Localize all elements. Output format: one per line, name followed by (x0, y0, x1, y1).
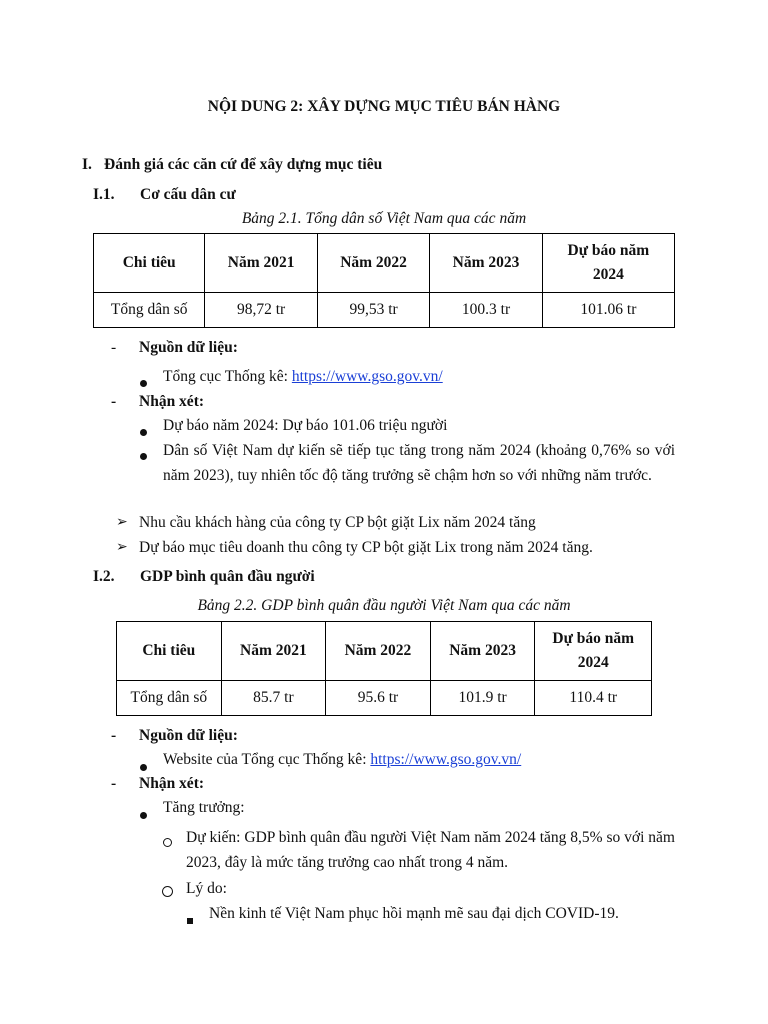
subsection-heading-1 (93, 186, 236, 204)
header-cell: Năm 2021 (221, 622, 326, 681)
gso-link[interactable]: https://www.gso.gov.vn/ (370, 751, 522, 768)
table-header-row (94, 234, 675, 293)
reason-label: Lý do: (186, 880, 227, 897)
dash-marker: - (111, 775, 117, 792)
header-cell: Năm 2023 (430, 234, 542, 293)
header-cell: Chi tiêu (117, 622, 222, 681)
bullet-icon (140, 374, 147, 392)
bullet-icon (140, 806, 147, 824)
subsection-heading-2 (93, 568, 315, 586)
growth-label: Tăng trưởng: (163, 799, 245, 816)
section-number: I. (82, 156, 92, 173)
header-cell: Dự báo năm 2024 (542, 234, 674, 293)
source-label: Nguồn dữ liệu: (139, 727, 238, 744)
section-heading (82, 156, 382, 174)
forecast-item: Dự kiến: GDP bình quân đầu người Việt Nam năm 2024 tăng 8,5% so với năm 2023, đây là mức tăng trưởng cao nhất trong 4 năm. (186, 829, 675, 871)
table-row (117, 681, 652, 716)
source-line (163, 751, 521, 769)
gdp-table (116, 621, 652, 716)
table-caption-2: Bảng 2.2. GDP bình quân đầu người Việt Nam qua các năm (197, 597, 571, 614)
bullet-icon (140, 447, 147, 465)
arrow-icon: ➢ (116, 515, 128, 530)
header-cell: Chi tiêu (94, 234, 205, 293)
table-cell: 98,72 tr (205, 293, 317, 328)
table-cell: 99,53 tr (317, 293, 429, 328)
table-row (94, 293, 675, 328)
subsection-number: I.1. (93, 186, 115, 203)
comment-item: Dự báo năm 2024: Dự báo 101.06 triệu người (163, 417, 448, 434)
gso-link[interactable]: https://www.gso.gov.vn/ (291, 368, 443, 385)
table-cell: Tổng dân số (94, 293, 205, 328)
circle-bullet-icon (163, 834, 172, 852)
table-cell: 100.3 tr (430, 293, 542, 328)
header-cell: Năm 2021 (205, 234, 317, 293)
table-header-row (117, 622, 652, 681)
table-cell: 85.7 tr (221, 681, 326, 716)
reason-item: Nền kinh tế Việt Nam phục hồi mạnh mẽ sau đại dịch COVID-19. (209, 905, 619, 922)
table-cell: 95.6 tr (326, 681, 431, 716)
subsection-label: Cơ cấu dân cư (140, 186, 236, 203)
section-label: Đánh giá các căn cứ để xây dựng mục tiêu (104, 156, 383, 173)
bullet-icon (140, 758, 147, 776)
table-cell: Tổng dân số (117, 681, 222, 716)
table-caption-1: Bảng 2.1. Tổng dân số Việt Nam qua các năm (241, 210, 527, 227)
source-text: Website của Tổng cục Thống kê: (163, 751, 371, 768)
subsection-label: GDP bình quân đầu người (140, 568, 315, 585)
conclusion-item: Nhu cầu khách hàng của công ty CP bột giặt Lix năm 2024 tăng (139, 514, 536, 531)
comment-item: Dân số Việt Nam dự kiến sẽ tiếp tục tăng trong năm 2024 (khoảng 0,76% so với năm 2023), tuy nhiên tốc độ tăng trưởng sẽ chậm hơn so với những năm trước. (163, 442, 675, 484)
comment-label: Nhận xét: (139, 775, 205, 792)
table-cell: 101.06 tr (542, 293, 674, 328)
square-bullet-icon (187, 911, 193, 929)
table-cell: 101.9 tr (430, 681, 535, 716)
arrow-icon: ➢ (116, 540, 128, 555)
table-cell: 110.4 tr (535, 681, 652, 716)
dash-marker: - (111, 727, 117, 744)
header-cell: Năm 2023 (430, 622, 535, 681)
dash-marker: - (111, 393, 117, 410)
circle-bullet-icon (162, 884, 173, 902)
source-label: Nguồn dữ liệu: (139, 339, 238, 356)
header-cell: Năm 2022 (326, 622, 431, 681)
source-text: Tổng cục Thống kê: (163, 368, 292, 385)
document-title: NỘI DUNG 2: XÂY DỰNG MỤC TIÊU BÁN HÀNG (207, 98, 561, 115)
subsection-number: I.2. (93, 568, 115, 585)
header-cell: Năm 2022 (317, 234, 429, 293)
comment-label: Nhận xét: (139, 393, 205, 410)
population-table (93, 233, 675, 328)
conclusion-item: Dự báo mục tiêu doanh thu công ty CP bột giặt Lix trong năm 2024 tăng. (139, 539, 593, 556)
dash-marker: - (111, 339, 117, 356)
bullet-icon (140, 423, 147, 441)
source-line (163, 368, 443, 386)
header-cell: Dự báo năm 2024 (535, 622, 652, 681)
